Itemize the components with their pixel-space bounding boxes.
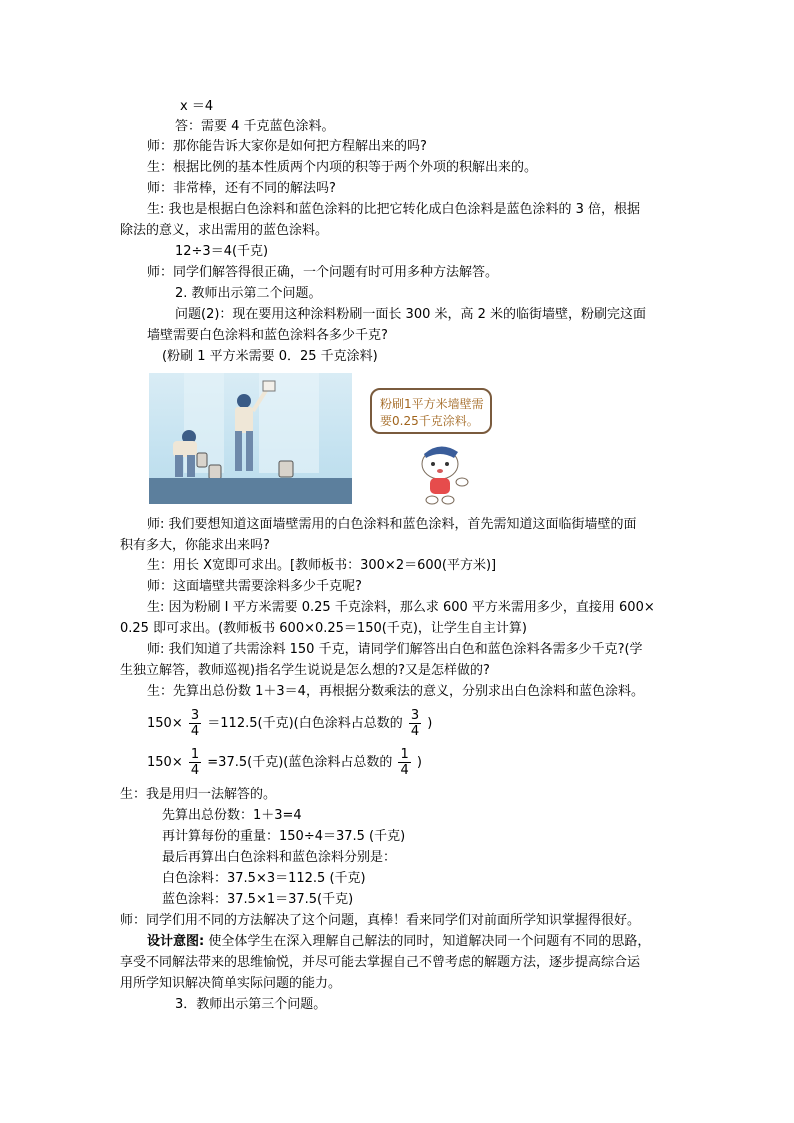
rabbit-icon bbox=[402, 434, 482, 510]
text-line: 先算出总份数：1＋3=4 bbox=[162, 808, 302, 823]
formula-text: =37.5(千克)(蓝色涂料占总数的 bbox=[207, 755, 393, 770]
text-line: 0.25 即可求出。(教师板书 600×0.25＝150(千克)，让学生自主计算) bbox=[120, 621, 527, 636]
text-line: 生：用长 X宽即可求出。[教师板书：300×2＝600(平方米)] bbox=[147, 558, 497, 573]
fraction bbox=[189, 747, 201, 778]
text-line: 除法的意义，求出需用的蓝色涂料。 bbox=[120, 223, 329, 238]
text-line: 生: 我也是根据白色涂料和蓝色涂料的比把它转化成白色涂料是蓝色涂料的 3 倍，根据 bbox=[147, 202, 641, 217]
text-line: 答：需要 4 千克蓝色涂料。 bbox=[175, 119, 335, 134]
text-line: 师: 我们知道了共需涂料 150 千克，请同学们解答出白色和蓝色涂料各需多少千克?(学 bbox=[147, 642, 643, 657]
formula-text: 150× bbox=[147, 755, 183, 770]
text-line bbox=[147, 934, 650, 950]
text-line: 师：那你能告诉大家你是如何把方程解出来的吗? bbox=[147, 139, 427, 154]
fraction-denominator: 4 bbox=[190, 724, 200, 739]
text-line: x ＝4 bbox=[180, 99, 214, 114]
formula-text: 150× bbox=[147, 716, 183, 731]
text-line: 生: 因为粉刷 I 平方米需要 0.25 千克涂料，那么求 600 平方米需用多少，直接用 600× bbox=[147, 600, 655, 615]
speech-bubble bbox=[370, 388, 492, 434]
text-line: 师：非常棒，还有不同的解法吗? bbox=[147, 181, 336, 196]
text-line: 师：这面墙壁共需要涂料多少千克呢? bbox=[147, 579, 362, 594]
text-line: 积有多大，你能求出来吗? bbox=[120, 538, 270, 553]
fraction-denominator: 4 bbox=[410, 724, 420, 739]
fraction bbox=[409, 708, 421, 739]
fraction bbox=[398, 747, 410, 778]
fraction-numerator: 3 bbox=[410, 708, 420, 723]
formula-line bbox=[147, 746, 422, 780]
text-line: 白色涂料：37.5×3＝112.5 (千克) bbox=[162, 871, 366, 886]
speech-bubble-text: 粉刷1平方米墙壁需要0.25千克涂料。 bbox=[380, 397, 484, 428]
text-line: 生：先算出总份数 1＋3＝4，再根据分数乘法的意义，分别求出白色涂料和蓝色涂料。 bbox=[147, 684, 644, 699]
text-line: 12÷3＝4(千克) bbox=[175, 244, 269, 259]
text-line: 生：我是用归一法解答的。 bbox=[120, 787, 277, 802]
fraction bbox=[189, 708, 201, 739]
text-line: 3．教师出示第三个问题。 bbox=[175, 997, 327, 1012]
text-line: 最后再算出白色涂料和蓝色涂料分别是： bbox=[162, 850, 397, 865]
text-line: 师：同学们解答得很正确，一个问题有时可用多种方法解答。 bbox=[147, 265, 499, 280]
text-line: (粉刷 1 平方米需要 0．25 千克涂料) bbox=[162, 349, 378, 364]
fraction-denominator: 4 bbox=[190, 763, 200, 778]
fraction-numerator: 3 bbox=[190, 708, 200, 723]
text-line: 生独立解答，教师巡视)指名学生说说是怎么想的?又是怎样做的? bbox=[120, 663, 490, 678]
text-line: 用所学知识解决简单实际问题的能力。 bbox=[120, 976, 342, 991]
design-intent-label: 设计意图: bbox=[147, 934, 205, 949]
text-line: 再计算每份的重量：150÷4＝37.5 (千克) bbox=[162, 829, 406, 844]
formula-text: ＝112.5(千克)(白色涂料占总数的 bbox=[207, 716, 403, 731]
text-line: 问题(2)：现在要用这种涂料粉刷一面长 300 米，高 2 米的临街墙壁，粉刷完这面 bbox=[175, 307, 647, 322]
text-line: 享受不同解法带来的思维愉悦，并尽可能去掌握自己不曾考虑的解题方法，逐步提高综合运 bbox=[120, 955, 641, 970]
text-line: 2. 教师出示第二个问题。 bbox=[175, 286, 322, 301]
text-line: 师：同学们用不同的方法解决了这个问题，真棒！看来同学们对前面所学知识掌握得很好。 bbox=[120, 913, 641, 928]
text-line: 墙壁需要白色涂料和蓝色涂料各多少千克? bbox=[147, 328, 388, 343]
text-line: 师: 我们要想知道这面墙壁需用的白色涂料和蓝色涂料，首先需知道这面临街墙壁的面 bbox=[147, 517, 637, 532]
fraction-denominator: 4 bbox=[400, 763, 409, 778]
fraction-numerator: 1 bbox=[400, 747, 409, 762]
rabbit-speech-illustration bbox=[362, 380, 502, 510]
text-line-content: 使全体学生在深入理解自己解法的同时，知道解决同一个问题有不同的思路， bbox=[204, 934, 651, 949]
text-line: 生：根据比例的基本性质两个内项的积等于两个外项的积解出来的。 bbox=[147, 160, 538, 175]
formula-line bbox=[147, 707, 432, 741]
formula-text: ) bbox=[416, 755, 422, 770]
fraction-numerator: 1 bbox=[190, 747, 200, 762]
painters-illustration bbox=[149, 373, 352, 504]
formula-text: ) bbox=[427, 716, 433, 731]
text-line: 蓝色涂料：37.5×1＝37.5(千克) bbox=[162, 892, 354, 907]
